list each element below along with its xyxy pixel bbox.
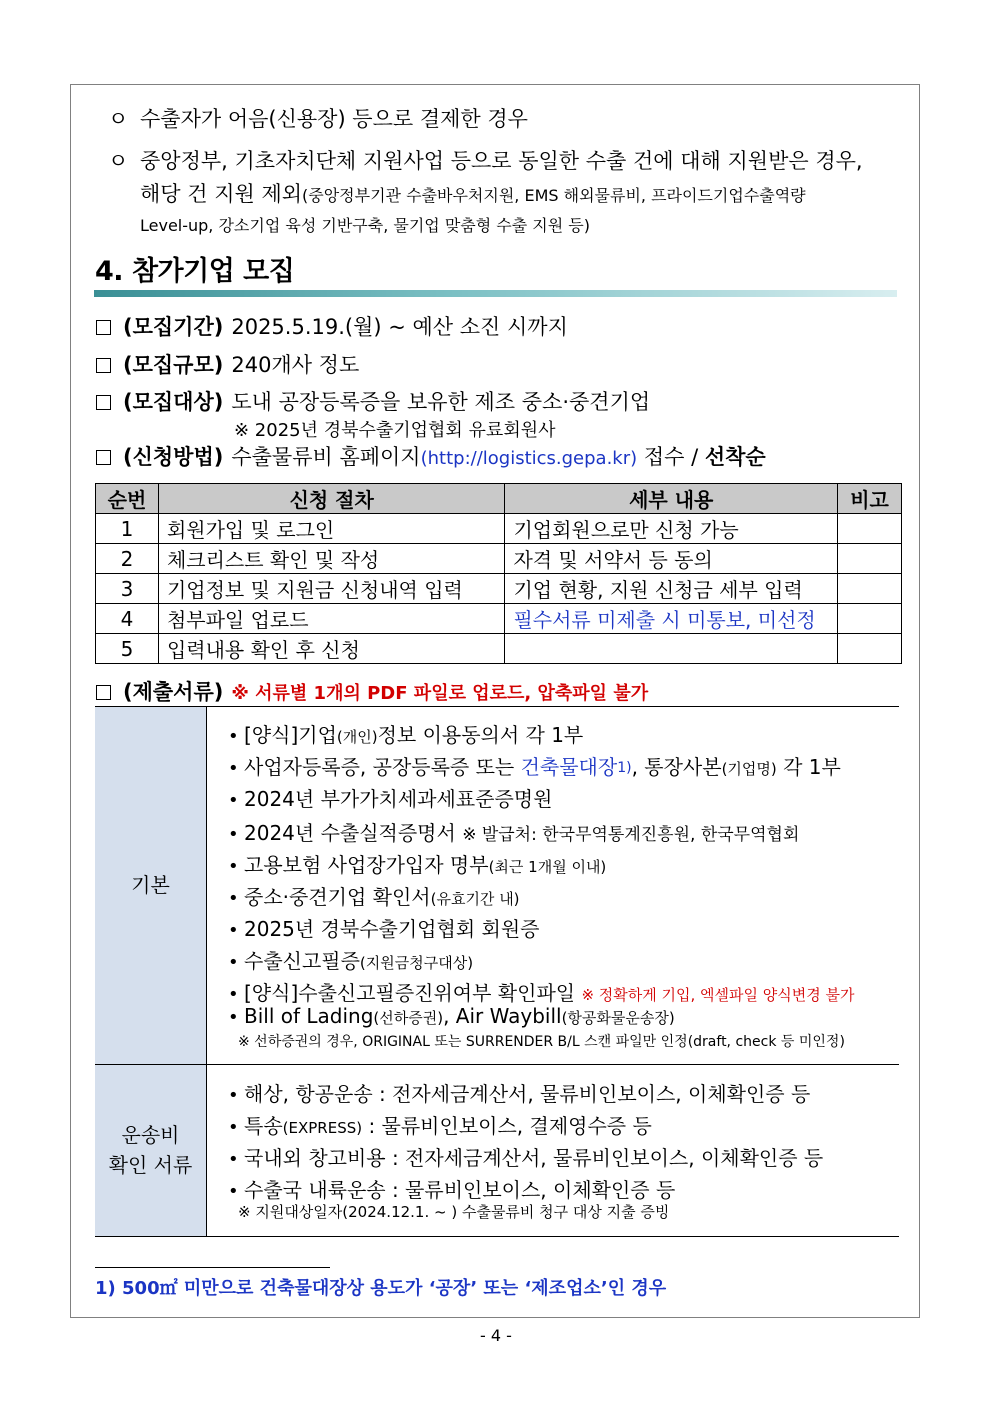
checkbox-icon [96, 395, 111, 410]
list-item [228, 881, 520, 910]
item-text: 특송 [244, 1114, 283, 1138]
cell-step: 기업정보 및 지원금 신청내역 입력 [158, 574, 505, 604]
item-text: 정보 이용동의서 각 1부 [377, 723, 584, 747]
header-no: 순번 [96, 484, 159, 514]
checkbox-icon [96, 450, 111, 465]
footnote-ref: 1) [617, 760, 632, 776]
item-text: [양식]수출신고필증진위여부 확인파일 [244, 981, 576, 1005]
period-value: 2025.5.19.(월) ~ 예산 소진 시까지 [231, 315, 568, 339]
item-text: 중소·중견기업 확인서 [244, 885, 431, 909]
target-value: 도내 공장등록증을 보유한 제조 중소·중견기업 [231, 390, 651, 414]
cell-note [838, 604, 902, 634]
list-item [228, 945, 473, 974]
intro-text-2: 중앙정부, 기초자치단체 지원사업 등으로 동일한 수출 건에 대해 지원받은 경우, [140, 149, 863, 173]
table-row [96, 544, 902, 574]
item-text: 해상, 항공운송 : 전자세금계산서, 물류비인보이스, 이체확인증 등 [244, 1082, 811, 1106]
table-row [96, 604, 902, 634]
header-note: 비고 [838, 484, 902, 514]
intro-item-1 [108, 103, 528, 133]
cell-note [838, 514, 902, 544]
period-line [96, 311, 568, 341]
bullet-mark: ㅇ [108, 107, 129, 131]
basic-note: ※ 선하증권의 경우, ORIGINAL 또는 SURRENDER B/L 스캔 파일만 인정(draft, check 등 미인정) [238, 1034, 845, 1050]
item-text: , 통장사본 [631, 755, 722, 779]
basic-header-cell [95, 706, 206, 1064]
list-item [228, 849, 606, 878]
cell-detail: 필수서류 미제출 시 미통보, 미선정 [505, 604, 838, 634]
section-title: 4. 참가기업 모집 [95, 256, 295, 287]
item-link: 건축물대장 [520, 755, 618, 779]
item-small: (항공화물운송장) [561, 1009, 675, 1027]
bullet-mark: ㅇ [108, 149, 129, 173]
item-text: 고용보험 사업장가입자 명부 [244, 853, 489, 877]
item-text: 사업자등록증, 공장등록증 또는 [244, 755, 521, 779]
bullet: • [228, 1149, 239, 1170]
item-text: 수출신고필증 [244, 949, 360, 973]
page-number: - 4 - [480, 1326, 512, 1345]
cell-detail: 기업 현황, 지원 신청금 세부 입력 [505, 574, 838, 604]
divider [95, 706, 899, 707]
list-item [228, 913, 539, 942]
cell-no: 5 [96, 634, 159, 664]
header-step: 신청 절차 [158, 484, 505, 514]
table-header-row [96, 484, 902, 514]
checkbox-icon [96, 685, 111, 700]
list-item [228, 1142, 823, 1171]
bullet: • [228, 790, 239, 811]
cell-step: 입력내용 확인 후 신청 [158, 634, 505, 664]
item-text: , Air Waybill [443, 1004, 562, 1028]
list-item [228, 1078, 810, 1107]
item-small: (유효기간 내) [430, 890, 520, 908]
intro-item-2-line3: Level-up, 강소기업 육성 기반구축, 물기업 맞춤형 수출 지원 등) [140, 216, 590, 235]
cell-no: 2 [96, 544, 159, 574]
intro-text-2b: 해당 건 지원 제외 [140, 182, 303, 206]
section-rule [94, 290, 897, 297]
divider [95, 1064, 899, 1065]
cell-note [838, 544, 902, 574]
bullet: • [228, 1085, 239, 1106]
cell-step: 체크리스트 확인 및 작성 [158, 544, 505, 574]
item-small: (지원금청구대상) [359, 954, 474, 972]
item-small: ※ 발급처: 한국무역통계진흥원, 한국무역협회 [462, 825, 800, 845]
item-text: 2025년 경북수출기업협회 회원증 [244, 917, 540, 941]
bullet: • [228, 1181, 239, 1202]
bullet: • [228, 824, 239, 845]
cell-step: 첨부파일 업로드 [158, 604, 505, 634]
table-row [96, 634, 902, 664]
list-item [228, 719, 583, 748]
bullet: • [228, 888, 239, 909]
cell-note [838, 574, 902, 604]
table-row [96, 574, 902, 604]
docs-warning: ※ 서류별 1개의 PDF 파일로 업로드, 압축파일 불가 [231, 683, 649, 704]
bullet: • [228, 920, 239, 941]
item-small: (선하증권) [373, 1009, 444, 1027]
item-text: 각 1부 [776, 755, 841, 779]
table-row [96, 514, 902, 544]
checkbox-icon [96, 358, 111, 373]
transport-header-2: 확인 서류 [108, 1153, 193, 1177]
item-text: 2024년 부가가치세과세표준증명원 [244, 787, 553, 811]
intro-text-1: 수출자가 어음(신용장) 등으로 결제한 경우 [140, 107, 528, 131]
list-item [228, 1004, 675, 1028]
item-small: (EXPRESS) [282, 1119, 363, 1137]
bullet: • [228, 952, 239, 973]
steps-table [95, 483, 902, 664]
item-text: Bill of Lading [244, 1004, 374, 1028]
list-item [228, 1174, 675, 1203]
item-small: (개인) [336, 728, 378, 746]
target-line [96, 386, 650, 416]
item-text: 수출국 내륙운송 : 물류비인보이스, 이체확인증 등 [244, 1178, 676, 1202]
footnote-rule [95, 1267, 330, 1268]
method-value-post: 접수 / [643, 445, 699, 469]
footnote: 1) 500㎡ 미만으로 건축물대장상 용도가 ‘공장’ 또는 ‘제조업소’인 경우 [95, 1278, 667, 1299]
bullet: • [228, 1007, 239, 1028]
intro-text-2c: (중앙정부기관 수출바우처지원, EMS 해외물류비, 프라이드기업수출역량 [302, 186, 806, 205]
checkbox-icon [96, 320, 111, 335]
method-value: 수출물류비 홈페이지 [231, 445, 421, 469]
cell-no: 4 [96, 604, 159, 634]
intro-item-2-line2 [140, 178, 806, 208]
target-label: (모집대상) [123, 390, 224, 414]
bullet: • [228, 758, 239, 779]
method-label: (신청방법) [123, 445, 224, 469]
transport-header-cell [95, 1064, 206, 1237]
list-item [228, 977, 854, 1006]
method-value-bold: 선착순 [704, 445, 766, 469]
bullet: • [228, 726, 239, 747]
transport-header-1: 운송비 [121, 1123, 180, 1147]
item-warning: ※ 정확하게 기입, 엑셀파일 양식변경 불가 [581, 986, 855, 1004]
scale-label: (모집규모) [123, 353, 224, 377]
list-item [228, 783, 552, 812]
item-text: 2024년 수출실적증명서 [244, 821, 463, 845]
scale-line [96, 349, 359, 379]
docs-line [96, 676, 648, 706]
bullet: • [228, 856, 239, 877]
item-small: (최근 1개월 이내) [488, 858, 607, 876]
divider [95, 1236, 899, 1237]
divider [206, 706, 207, 1237]
list-item [228, 1110, 652, 1139]
homepage-link[interactable]: (http://logistics.gepa.kr) [420, 448, 638, 469]
cell-no: 3 [96, 574, 159, 604]
item-text: [양식]기업 [244, 723, 337, 747]
list-item [228, 751, 841, 780]
cell-note [838, 634, 902, 664]
cell-no: 1 [96, 514, 159, 544]
method-line [96, 441, 766, 471]
transport-note: ※ 지원대상일자(2024.12.1. ~ ) 수출물류비 청구 대상 지출 증빙 [238, 1203, 670, 1221]
cell-detail [505, 634, 838, 664]
intro-item-2 [108, 145, 863, 175]
scale-value: 240개사 정도 [231, 353, 360, 377]
basic-header: 기본 [131, 873, 170, 897]
cell-step: 회원가입 및 로그인 [158, 514, 505, 544]
cell-detail: 자격 및 서약서 등 동의 [505, 544, 838, 574]
bullet: • [228, 1117, 239, 1138]
header-detail: 세부 내용 [505, 484, 838, 514]
bullet: • [228, 984, 239, 1005]
item-text: : 물류비인보이스, 결제영수증 등 [362, 1114, 652, 1138]
docs-table [95, 706, 899, 1237]
item-text: 국내외 창고비용 : 전자세금계산서, 물류비인보이스, 이체확인증 등 [244, 1146, 824, 1170]
target-note: ※ 2025년 경북수출기업협회 유료회원사 [234, 420, 556, 441]
cell-detail: 기업회원으로만 신청 가능 [505, 514, 838, 544]
docs-label: (제출서류) [123, 680, 224, 704]
item-small: (기업명) [721, 760, 777, 778]
period-label: (모집기간) [123, 315, 224, 339]
list-item [228, 817, 799, 846]
